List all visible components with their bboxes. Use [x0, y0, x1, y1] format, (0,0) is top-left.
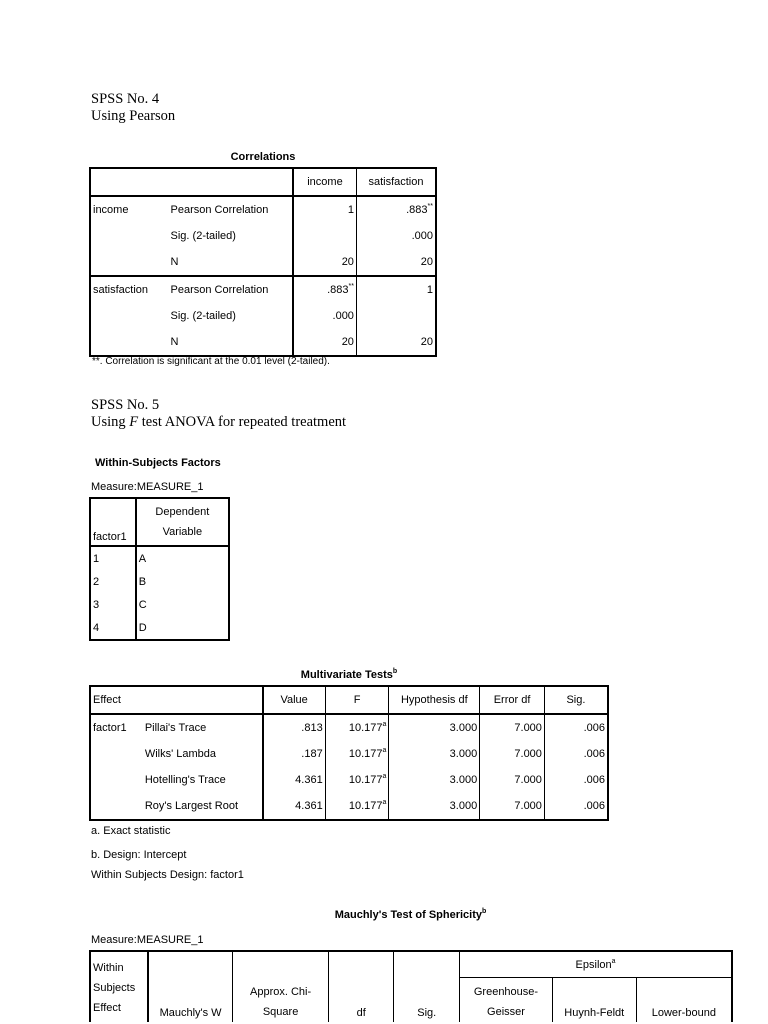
multivariate-note-a: a. Exact statistic	[91, 825, 171, 837]
wf-variable	[136, 616, 229, 640]
corr-income-value	[293, 329, 356, 356]
section5-sub-pre: Using	[91, 414, 130, 430]
within-factors-title: Within-Subjects Factors	[95, 457, 221, 469]
mv-edf-text: 7.000	[514, 722, 542, 734]
mv-test	[143, 741, 263, 767]
mauchly-col-within	[90, 951, 148, 1022]
mv-col-effect: Effect	[90, 686, 263, 714]
corr-corner	[90, 168, 293, 196]
mauchly-col-w: Mauchly's W	[148, 951, 233, 1022]
table-row	[90, 570, 229, 593]
section5-heading: SPSS No. 5	[91, 397, 160, 413]
corr-group	[90, 329, 169, 356]
mv-edf	[480, 714, 545, 741]
table-row	[90, 546, 229, 570]
mv-edf-text: 7.000	[514, 748, 542, 760]
multivariate-note-b: b. Design: Intercept	[91, 849, 187, 861]
corr-satisfaction-value-text: 20	[420, 256, 433, 268]
mv-value	[263, 767, 326, 793]
mv-sig	[544, 714, 608, 741]
corr-income-value-text: .883	[327, 284, 349, 296]
corr-income-value	[293, 276, 356, 303]
mauchly-epsilon-header	[460, 951, 732, 978]
corr-group	[90, 223, 169, 249]
wf-variable	[136, 570, 229, 593]
mv-edf-text: 7.000	[514, 774, 542, 786]
mv-hdf-text: 3.000	[449, 748, 478, 760]
mv-hdf	[389, 767, 480, 793]
wf-level-text: 4	[93, 621, 100, 634]
mv-edf	[480, 767, 545, 793]
mv-value	[263, 714, 326, 741]
mv-f-sup: a	[382, 799, 387, 806]
corr-satisfaction-value-text: 20	[420, 336, 433, 348]
corr-group	[90, 276, 169, 303]
corr-group-text: income	[93, 204, 129, 216]
table-row	[90, 276, 436, 303]
mv-f-text: 10.177	[348, 800, 383, 812]
mv-f-text: 10.177	[348, 748, 383, 760]
wf-col-depvar	[136, 498, 229, 546]
table-row	[90, 793, 608, 820]
mauchly-within-l2: Subjects	[93, 982, 136, 994]
corr-income-value-text: 20	[341, 336, 354, 348]
corr-income-value	[293, 196, 356, 223]
mv-hdf-text: 3.000	[449, 774, 478, 786]
wf-variable-text: A	[138, 552, 147, 565]
wf-variable-text: C	[138, 598, 147, 611]
corr-income-value	[293, 303, 356, 329]
mv-f-sup: a	[382, 773, 387, 780]
mv-sig	[544, 767, 608, 793]
wf-col-depvar-l1: Dependent	[155, 506, 210, 518]
corr-income-value-text: 20	[341, 256, 354, 268]
multivariate-title-sup: b	[392, 668, 398, 675]
mauchly-within-l3: Effect	[93, 1002, 121, 1014]
mv-f	[325, 767, 389, 793]
mauchly-chi-l2: Square	[262, 1006, 299, 1018]
mv-f-text: 10.177	[348, 774, 383, 786]
corr-satisfaction-value	[356, 196, 436, 223]
mv-test	[143, 767, 263, 793]
mv-value	[263, 793, 326, 820]
table-row	[90, 249, 436, 276]
mv-f-sup: a	[382, 721, 387, 728]
table-row	[90, 593, 229, 616]
mv-col-hdf: Hypothesis df	[389, 686, 480, 714]
mv-test-text: Pillai's Trace	[144, 722, 207, 734]
correlations-title: Correlations	[230, 151, 296, 163]
mv-value-text: .187	[301, 748, 323, 760]
mv-test-text: Hotelling's Trace	[144, 774, 226, 786]
wf-variable	[136, 546, 229, 570]
corr-stat	[169, 249, 293, 276]
mv-f	[325, 741, 389, 767]
corr-stat	[169, 276, 293, 303]
wf-variable-text: B	[138, 575, 147, 588]
table-row	[90, 767, 608, 793]
mauchly-title-sup: b	[482, 908, 487, 915]
corr-stat-text: Pearson Correlation	[170, 284, 269, 296]
mv-effect	[90, 714, 143, 820]
section5-sub-post: test ANOVA for repeated treatment	[138, 414, 347, 430]
mauchly-table	[89, 950, 733, 1022]
corr-satisfaction-value-sup: **	[427, 203, 433, 210]
mauchly-within-l1: Within	[93, 962, 124, 974]
mauchly-title	[89, 909, 732, 921]
corr-income-value	[293, 223, 356, 249]
mv-col-sig: Sig.	[566, 694, 586, 706]
wf-level	[90, 593, 136, 616]
wf-level-text: 3	[93, 598, 100, 611]
multivariate-title	[89, 669, 609, 681]
wf-level-text: 1	[93, 552, 100, 565]
corr-satisfaction-value	[356, 329, 436, 356]
corr-stat-text: N	[170, 336, 179, 348]
mauchly-col-gg	[460, 978, 553, 1023]
table-row	[90, 303, 436, 329]
section4-heading: SPSS No. 4	[91, 91, 160, 107]
mv-col-edf: Error df	[480, 686, 545, 714]
mv-col-f: F	[325, 686, 389, 714]
mv-test	[143, 793, 263, 820]
mv-f	[325, 793, 389, 820]
mv-sig	[544, 793, 608, 820]
mv-edf-text: 7.000	[514, 800, 542, 812]
mv-hdf-text: 3.000	[449, 800, 478, 812]
table-row	[90, 714, 608, 741]
section4-subheading: Using Pearson	[91, 108, 176, 124]
correlations-footnote: **. Correlation is significant at the 0.01 level (2-tailed).	[92, 356, 330, 367]
corr-stat	[169, 223, 293, 249]
mauchly-gg-l1: Greenhouse-	[473, 986, 539, 998]
multivariate-title-text: Multivariate Tests	[300, 669, 393, 681]
wf-variable-text: D	[138, 621, 147, 634]
multivariate-table	[89, 685, 609, 821]
correlations-table	[89, 167, 437, 357]
mv-value	[263, 741, 326, 767]
corr-income-value-sup: **	[348, 283, 354, 290]
mv-hdf	[389, 793, 480, 820]
corr-satisfaction-value-text: 1	[426, 284, 433, 296]
mauchly-col-hf: Huynh-Feldt	[552, 978, 636, 1023]
mv-f-sup: a	[382, 747, 387, 754]
corr-col-income: income	[293, 168, 356, 196]
corr-satisfaction-value	[356, 249, 436, 276]
corr-group	[90, 196, 169, 223]
wf-variable	[136, 593, 229, 616]
wf-level-text: 2	[93, 575, 100, 588]
corr-col-satisfaction: satisfaction	[368, 176, 424, 188]
corr-satisfaction-value-text: .000	[411, 230, 433, 242]
wf-level	[90, 616, 136, 640]
mauchly-col-df: df	[328, 951, 394, 1022]
table-row	[90, 329, 436, 356]
corr-stat-text: N	[170, 256, 179, 268]
multivariate-note-b2: Within Subjects Design: factor1	[91, 869, 244, 881]
mv-col-value: Value	[263, 686, 326, 714]
corr-satisfaction-value-text: .883	[406, 204, 428, 216]
table-row	[90, 741, 608, 767]
mv-sig-text: .006	[583, 774, 605, 786]
mauchly-gg-l2: Geisser	[487, 1006, 525, 1018]
mauchly-title-text: Mauchly's Test of Sphericity	[334, 909, 482, 921]
mv-sig-text: .006	[583, 800, 605, 812]
corr-income-value-text: .000	[332, 310, 354, 322]
mauchly-measure: Measure:MEASURE_1	[91, 934, 204, 946]
table-row	[90, 196, 436, 223]
corr-satisfaction-value	[356, 276, 436, 303]
corr-stat	[169, 196, 293, 223]
corr-income-value	[293, 249, 356, 276]
mv-test	[143, 714, 263, 741]
mv-edf	[480, 793, 545, 820]
mauchly-col-sig: Sig.	[394, 951, 460, 1022]
corr-group	[90, 249, 169, 276]
corr-group	[90, 303, 169, 329]
mv-sig-text: .006	[583, 748, 605, 760]
table-row	[90, 223, 436, 249]
mv-hdf	[389, 741, 480, 767]
wf-level	[90, 546, 136, 570]
wf-col-depvar-l2: Variable	[162, 526, 203, 538]
mv-value-text: .813	[301, 722, 323, 734]
mv-value-text: 4.361	[295, 774, 323, 786]
section5-subheading	[91, 413, 346, 431]
within-factors-table	[89, 497, 230, 641]
corr-group-text: satisfaction	[93, 284, 149, 296]
corr-satisfaction-value	[356, 303, 436, 329]
section5-sub-italic: F	[129, 414, 139, 430]
corr-income-value-text: 1	[347, 204, 354, 216]
mv-hdf-text: 3.000	[449, 722, 478, 734]
mv-edf	[480, 741, 545, 767]
mauchly-epsilon-text: Epsilon	[575, 958, 612, 971]
corr-stat-text: Sig. (2-tailed)	[170, 310, 236, 322]
corr-stat-text: Sig. (2-tailed)	[170, 230, 236, 242]
mauchly-col-chi	[233, 951, 329, 1022]
mv-value-text: 4.361	[295, 800, 323, 812]
corr-stat	[169, 329, 293, 356]
mv-test-text: Wilks' Lambda	[144, 748, 217, 760]
mauchly-chi-l1: Approx. Chi-	[250, 986, 312, 998]
corr-satisfaction-value	[356, 223, 436, 249]
mv-test-text: Roy's Largest Root	[144, 800, 239, 812]
mv-f	[325, 714, 389, 741]
wf-col-factor1: factor1	[90, 498, 136, 546]
mv-effect-text: factor1	[93, 722, 127, 734]
within-factors-measure: Measure:MEASURE_1	[91, 481, 204, 493]
wf-level	[90, 570, 136, 593]
corr-stat-text: Pearson Correlation	[170, 204, 269, 216]
mauchly-epsilon-sup: a	[611, 957, 616, 965]
mv-sig-text: .006	[583, 722, 605, 734]
corr-stat	[169, 303, 293, 329]
mauchly-col-lb: Lower-bound	[651, 1007, 716, 1019]
table-row	[90, 616, 229, 640]
mv-sig	[544, 741, 608, 767]
mv-f-text: 10.177	[348, 722, 383, 734]
mv-hdf	[389, 714, 480, 741]
